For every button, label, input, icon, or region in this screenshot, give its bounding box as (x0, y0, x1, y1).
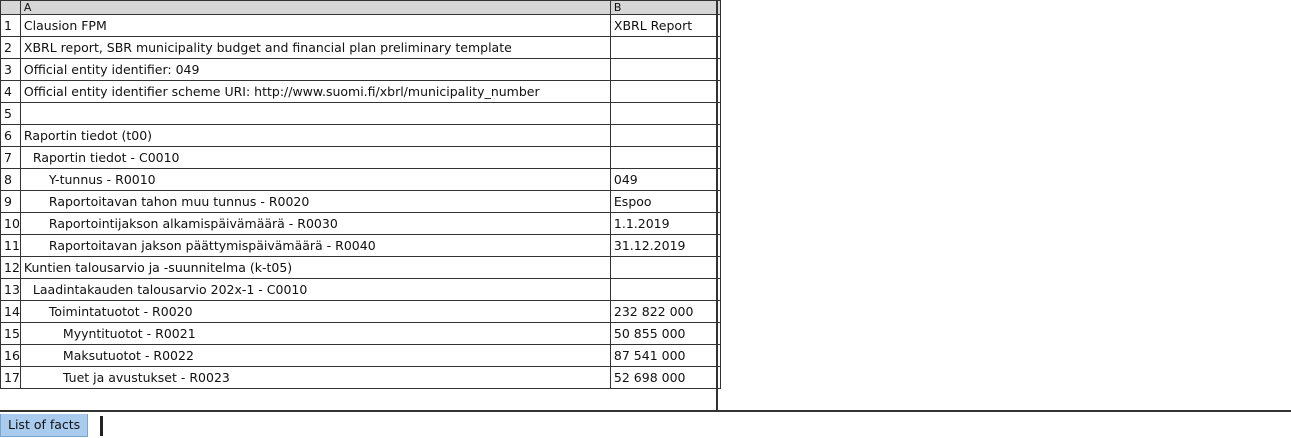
table-row (1, 147, 721, 169)
row-number[interactable]: 4 (1, 81, 21, 103)
cell-b[interactable] (610, 103, 720, 125)
table-row (1, 257, 721, 279)
row-number[interactable]: 16 (1, 345, 21, 367)
corner-cell[interactable] (1, 1, 21, 15)
row-number[interactable]: 12 (1, 257, 21, 279)
row-number[interactable]: 17 (1, 367, 21, 389)
table-row (1, 213, 721, 235)
cell-b[interactable]: 31.12.2019 (610, 235, 720, 257)
cell-a[interactable]: Maksutuotot - R0022 (20, 345, 610, 367)
cell-b[interactable]: XBRL Report (610, 15, 720, 37)
cell-b[interactable] (610, 37, 720, 59)
cell-b[interactable] (610, 147, 720, 169)
cell-b[interactable] (610, 59, 720, 81)
cell-b[interactable]: Espoo (610, 191, 720, 213)
cell-b[interactable] (610, 81, 720, 103)
cell-b[interactable]: 52 698 000 (610, 367, 720, 389)
table-row (1, 103, 721, 125)
table-row (1, 279, 721, 301)
cell-b[interactable] (610, 257, 720, 279)
cell-a[interactable]: Raportin tiedot - C0010 (20, 147, 610, 169)
row-number[interactable]: 6 (1, 125, 21, 147)
cell-a[interactable]: Myyntituotot - R0021 (20, 323, 610, 345)
cell-a[interactable]: Tuet ja avustukset - R0023 (20, 367, 610, 389)
row-number[interactable]: 1 (1, 15, 21, 37)
fact-table (0, 0, 721, 389)
cell-a[interactable]: Kuntien talousarvio ja -suunnitelma (k-t05) (20, 257, 610, 279)
cell-b[interactable] (610, 125, 720, 147)
table-row (1, 367, 721, 389)
cell-b[interactable]: 1.1.2019 (610, 213, 720, 235)
row-number[interactable]: 11 (1, 235, 21, 257)
tab-scroll-marker (100, 416, 103, 436)
table-row (1, 125, 721, 147)
row-number[interactable]: 13 (1, 279, 21, 301)
column-header-row (1, 1, 721, 15)
column-header-a[interactable]: A (20, 1, 610, 15)
row-number[interactable]: 2 (1, 37, 21, 59)
table-row (1, 345, 721, 367)
cell-a[interactable]: Y-tunnus - R0010 (20, 169, 610, 191)
cell-a[interactable]: Raportoitavan jakson päättymispäivämäärä - R0040 (20, 235, 610, 257)
cell-a[interactable]: Official entity identifier: 049 (20, 59, 610, 81)
cell-a[interactable]: XBRL report, SBR municipality budget and financial plan preliminary template (20, 37, 610, 59)
row-number[interactable]: 14 (1, 301, 21, 323)
cell-a[interactable]: Raportin tiedot (t00) (20, 125, 610, 147)
cell-a[interactable]: Raportointijakson alkamispäivämäärä - R0030 (20, 213, 610, 235)
grid-edge (716, 0, 718, 412)
row-number[interactable]: 9 (1, 191, 21, 213)
row-number[interactable]: 15 (1, 323, 21, 345)
cell-a[interactable]: Toimintatuotot - R0020 (20, 301, 610, 323)
row-number[interactable]: 7 (1, 147, 21, 169)
table-row (1, 301, 721, 323)
table-row (1, 169, 721, 191)
row-number[interactable]: 5 (1, 103, 21, 125)
cell-a[interactable]: Laadintakauden talousarvio 202x-1 - C0010 (20, 279, 610, 301)
sheet-tab-bar (0, 414, 1291, 438)
cell-b[interactable]: 87 541 000 (610, 345, 720, 367)
cell-a[interactable]: Official entity identifier scheme URI: http://www.suomi.fi/xbrl/municipality_number (20, 81, 610, 103)
row-number[interactable]: 10 (1, 213, 21, 235)
cell-b[interactable]: 232 822 000 (610, 301, 720, 323)
table-row (1, 37, 721, 59)
table-row (1, 235, 721, 257)
cell-b[interactable]: 50 855 000 (610, 323, 720, 345)
table-row (1, 59, 721, 81)
table-row (1, 323, 721, 345)
table-row (1, 81, 721, 103)
cell-b[interactable]: 049 (610, 169, 720, 191)
cell-a[interactable] (20, 103, 610, 125)
cell-a[interactable]: Raportoitavan tahon muu tunnus - R0020 (20, 191, 610, 213)
column-header-b[interactable]: B (610, 1, 720, 15)
row-number[interactable]: 3 (1, 59, 21, 81)
table-row (1, 15, 721, 37)
table-row (1, 191, 721, 213)
sheet-tab-list-of-facts[interactable]: List of facts (0, 414, 88, 437)
cell-b[interactable] (610, 279, 720, 301)
row-number[interactable]: 8 (1, 169, 21, 191)
cell-a[interactable]: Clausion FPM (20, 15, 610, 37)
